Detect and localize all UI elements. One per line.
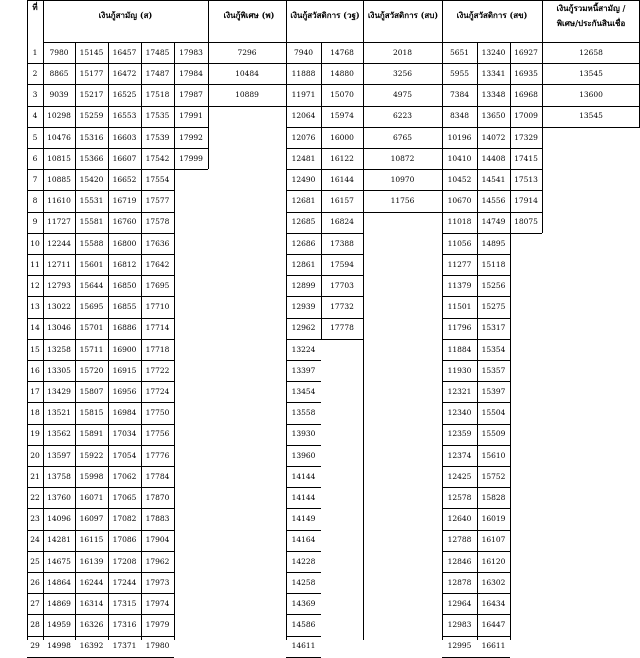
general-loan-value: 13521: [47, 408, 71, 418]
general-loan-value: 17973: [145, 577, 170, 587]
welfare-vs-value: 13397: [291, 365, 316, 375]
row-border: [174, 169, 208, 170]
welfare-sk-value: 16927: [514, 47, 538, 57]
welfare-sk-value: 12846: [447, 556, 472, 566]
welfare-vs-value: 17388: [330, 238, 354, 248]
general-loan-value: 16244: [79, 577, 104, 587]
general-loan-value: 17578: [145, 217, 170, 227]
general-loan-value: 17485: [145, 47, 170, 57]
general-loan-value: 17710: [145, 302, 170, 312]
welfare-vs-value: 16824: [330, 217, 354, 227]
welfare-vs-value: 17703: [330, 281, 354, 291]
welfare-sk-value: 14541: [481, 175, 506, 185]
general-loan-value: 16886: [112, 323, 137, 333]
welfare-sk-value: 10196: [447, 132, 472, 142]
general-loan-value: 17065: [112, 493, 137, 503]
welfare-sk-value: 15317: [481, 323, 506, 333]
general-loan-value: 16850: [112, 281, 137, 291]
welfare-sb-value: 6223: [392, 111, 413, 121]
row-number: 16: [30, 365, 40, 375]
welfare-sk-value: 15357: [481, 365, 506, 375]
row-number: 4: [32, 111, 38, 121]
combined-loan-value: 13545: [579, 69, 603, 79]
welfare-vs-value: 14228: [291, 556, 316, 566]
general-loan-value: 13758: [47, 471, 71, 481]
welfare-sk-value: 16968: [514, 90, 538, 100]
general-loan-value: 15581: [79, 217, 104, 227]
welfare-sk-value: 15118: [481, 259, 506, 269]
welfare-sk-value: 16447: [481, 620, 506, 630]
welfare-vs-value: 14586: [291, 620, 316, 630]
row-number: 9: [32, 217, 38, 227]
general-loan-value: 17724: [145, 387, 170, 397]
general-loan-value: 15588: [79, 238, 104, 248]
row-number: 20: [30, 450, 40, 460]
general-loan-value: 14675: [47, 556, 71, 566]
welfare-sk-value: 17415: [514, 153, 538, 163]
general-loan-value: 15998: [79, 471, 104, 481]
general-loan-value: 16115: [79, 535, 104, 545]
row-number: 8: [32, 196, 38, 206]
header-special-loan: เงินกู้พิเศษ (พ): [223, 10, 275, 20]
general-loan-value: 15259: [79, 111, 104, 121]
welfare-sb-value: 2018: [392, 47, 413, 57]
welfare-vs-value: 13224: [291, 344, 316, 354]
welfare-sk-value: 8348: [449, 111, 470, 121]
header-welfare-sb: เงินกู้สวัสดิการ (สบ): [367, 10, 439, 20]
header-welfare-sk: เงินกู้สวัสดิการ (สข): [456, 10, 528, 20]
header-combined-line1: เงินกู้รวมหนี้สามัญ /: [556, 3, 626, 13]
welfare-sk-value: 10452: [447, 175, 472, 185]
general-loan-value: 17086: [112, 535, 137, 545]
welfare-sk-value: 15275: [481, 302, 506, 312]
row-number: 12: [30, 281, 40, 291]
welfare-vs-value: 12899: [291, 281, 316, 291]
welfare-vs-value: 14258: [291, 577, 316, 587]
general-loan-value: 16984: [112, 408, 137, 418]
general-loan-value: 15145: [79, 47, 104, 57]
general-loan-value: 15531: [79, 196, 104, 206]
general-loan-value: 17722: [145, 365, 170, 375]
general-loan-value: 13429: [47, 387, 71, 397]
general-loan-value: 13046: [47, 323, 71, 333]
welfare-sk-value: 12995: [447, 641, 472, 651]
general-loan-value: 17371: [112, 641, 137, 651]
row-number: 7: [32, 175, 38, 185]
general-loan-value: 17542: [145, 153, 170, 163]
general-loan-value: 17904: [145, 535, 170, 545]
general-loan-value: 17883: [145, 514, 170, 524]
welfare-vs-value: 17778: [330, 323, 354, 333]
row-border: [208, 106, 286, 107]
row-number: 26: [30, 577, 40, 587]
general-loan-value: 17034: [112, 429, 137, 439]
welfare-sk-value: 14556: [481, 196, 506, 206]
general-loan-value: 16956: [112, 387, 137, 397]
general-loan-value: 15177: [79, 69, 104, 79]
general-loan-value: 14869: [47, 599, 71, 609]
general-loan-value: 16392: [79, 641, 104, 651]
welfare-sk-value: 16107: [481, 535, 506, 545]
welfare-sk-value: 17914: [514, 196, 538, 206]
welfare-vs-value: 15974: [330, 111, 354, 121]
welfare-sb-value: 6765: [392, 132, 413, 142]
welfare-vs-value: 16157: [330, 196, 354, 206]
welfare-sk-value: 11884: [447, 344, 472, 354]
welfare-sk-value: 12321: [447, 387, 472, 397]
general-loan-value: 15701: [79, 323, 104, 333]
welfare-sk-value: 12340: [447, 408, 472, 418]
general-loan-value: 17244: [112, 577, 137, 587]
general-loan-value: 16719: [112, 196, 137, 206]
welfare-sk-value: 12788: [447, 535, 472, 545]
general-loan-value: 11727: [47, 217, 71, 227]
general-loan-value: 17082: [112, 514, 137, 524]
welfare-sk-value: 15752: [481, 471, 506, 481]
welfare-sk-value: 13240: [481, 47, 506, 57]
welfare-sk-value: 16935: [514, 69, 538, 79]
welfare-vs-value: 17732: [330, 302, 354, 312]
special-loan-value: 10889: [235, 90, 259, 100]
general-loan-value: 16097: [79, 514, 104, 524]
general-loan-value: 16855: [112, 302, 137, 312]
row-number: 2: [32, 69, 38, 79]
welfare-vs-value: 12686: [291, 238, 316, 248]
welfare-sk-value: 17513: [514, 175, 538, 185]
welfare-vs-value: 17594: [330, 259, 354, 269]
general-loan-value: 16603: [112, 132, 137, 142]
welfare-sk-value: 10410: [447, 153, 472, 163]
general-loan-value: 13760: [47, 493, 71, 503]
general-loan-value: 17992: [179, 132, 203, 142]
general-loan-value: 17518: [145, 90, 170, 100]
general-loan-value: 13562: [47, 429, 71, 439]
welfare-sk-value: 13650: [481, 111, 506, 121]
welfare-vs-value: 12861: [291, 259, 316, 269]
general-loan-value: 17999: [179, 153, 203, 163]
general-loan-value: 17718: [145, 344, 170, 354]
general-loan-value: 17539: [145, 132, 170, 142]
general-loan-value: 17714: [145, 323, 170, 333]
welfare-sk-value: 15828: [481, 493, 506, 503]
general-loan-value: 17984: [179, 69, 203, 79]
general-loan-value: 14959: [47, 620, 71, 630]
row-number: 15: [30, 344, 40, 354]
welfare-vs-value: 12939: [291, 302, 316, 312]
header-welfare-vs: เงินกู้สวัสดิการ (วฐ): [290, 10, 360, 20]
welfare-vs-value: 16144: [330, 175, 354, 185]
row-border: [321, 339, 363, 340]
welfare-sk-value: 15397: [481, 387, 506, 397]
general-loan-value: 17983: [179, 47, 203, 57]
welfare-vs-value: 12685: [291, 217, 316, 227]
general-loan-value: 15891: [79, 429, 104, 439]
general-loan-value: 15815: [79, 408, 104, 418]
general-loan-value: 15420: [79, 175, 104, 185]
general-loan-value: 10298: [47, 111, 71, 121]
welfare-sk-value: 16434: [481, 599, 506, 609]
row-number: 28: [30, 620, 40, 630]
general-loan-value: 16472: [112, 69, 137, 79]
welfare-sb-value: 11756: [390, 196, 415, 206]
row-number: 6: [32, 153, 38, 163]
general-loan-value: 17577: [145, 196, 170, 206]
general-loan-value: 15316: [79, 132, 104, 142]
welfare-sk-value: 14895: [481, 238, 506, 248]
welfare-sk-value: 12425: [447, 471, 472, 481]
welfare-sk-value: 11018: [447, 217, 472, 227]
welfare-sb-value: 4975: [392, 90, 413, 100]
special-loan-value: 10484: [235, 69, 259, 79]
welfare-sk-value: 12878: [447, 577, 472, 587]
general-loan-value: 16900: [112, 344, 137, 354]
welfare-sk-value: 13348: [481, 90, 506, 100]
welfare-vs-value: 13960: [291, 450, 316, 460]
welfare-sk-value: 16611: [481, 641, 506, 651]
general-loan-value: 16525: [112, 90, 137, 100]
combined-loan-value: 12658: [579, 47, 603, 57]
general-loan-value: 17756: [145, 429, 170, 439]
general-loan-value: 15807: [79, 387, 104, 397]
welfare-sk-value: 11056: [447, 238, 472, 248]
general-loan-value: 17062: [112, 471, 137, 481]
row-number: 24: [30, 535, 40, 545]
welfare-sk-value: 16019: [481, 514, 506, 524]
table-top-border: [27, 0, 640, 1]
general-loan-value: 17208: [112, 556, 137, 566]
general-loan-value: 12711: [47, 259, 71, 269]
row-border: [510, 233, 542, 234]
welfare-vs-value: 12962: [291, 323, 316, 333]
welfare-sk-value: 14072: [481, 132, 506, 142]
welfare-vs-value: 14369: [291, 599, 316, 609]
general-loan-value: 15366: [79, 153, 104, 163]
welfare-sk-value: 5651: [449, 47, 470, 57]
general-loan-value: 10885: [47, 175, 71, 185]
general-loan-value: 17962: [145, 556, 170, 566]
general-loan-value: 13305: [47, 365, 71, 375]
welfare-vs-value: 14149: [291, 514, 316, 524]
welfare-sk-value: 11930: [447, 365, 472, 375]
general-loan-value: 17979: [145, 620, 170, 630]
welfare-sk-value: 14408: [481, 153, 506, 163]
row-number: 3: [32, 90, 38, 100]
general-loan-value: 7980: [49, 47, 69, 57]
general-loan-value: 16553: [112, 111, 137, 121]
general-loan-value: 17974: [145, 599, 170, 609]
welfare-sk-value: 16302: [481, 577, 506, 587]
general-loan-value: 17315: [112, 599, 137, 609]
welfare-vs-value: 15070: [330, 90, 354, 100]
general-loan-value: 14864: [47, 577, 71, 587]
general-loan-value: 17695: [145, 281, 170, 291]
row-number: 5: [32, 132, 38, 142]
welfare-sk-value: 12983: [447, 620, 472, 630]
general-loan-value: 17642: [145, 259, 170, 269]
general-loan-value: 17054: [112, 450, 137, 460]
general-loan-value: 16760: [112, 217, 137, 227]
header-no: ที่: [32, 2, 38, 12]
general-loan-value: 17776: [145, 450, 170, 460]
welfare-sk-value: 14749: [481, 217, 506, 227]
welfare-sk-value: 11379: [447, 281, 472, 291]
welfare-sk-value: 11796: [447, 323, 472, 333]
welfare-sb-value: 3256: [392, 69, 413, 79]
welfare-vs-value: 11971: [291, 90, 316, 100]
general-loan-value: 17554: [145, 175, 170, 185]
combined-loan-value: 13545: [579, 111, 603, 121]
general-loan-value: 13597: [47, 450, 71, 460]
general-loan-value: 14096: [47, 514, 71, 524]
general-loan-value: 9039: [49, 90, 69, 100]
welfare-vs-value: 14144: [291, 471, 316, 481]
general-loan-value: 14281: [47, 535, 71, 545]
welfare-sk-value: 16120: [481, 556, 506, 566]
general-loan-value: 13022: [47, 302, 71, 312]
general-loan-value: 16071: [79, 493, 104, 503]
general-loan-value: 15601: [79, 259, 104, 269]
general-loan-value: 17316: [112, 620, 137, 630]
welfare-sk-value: 12359: [447, 429, 472, 439]
general-loan-value: 15922: [79, 450, 104, 460]
general-loan-value: 13258: [47, 344, 71, 354]
welfare-vs-value: 13930: [291, 429, 316, 439]
welfare-sk-value: 7384: [449, 90, 470, 100]
row-number: 22: [30, 493, 40, 503]
welfare-sk-value: 12964: [447, 599, 472, 609]
row-number: 10: [30, 238, 40, 248]
general-loan-value: 10815: [47, 153, 71, 163]
general-loan-value: 15711: [79, 344, 104, 354]
welfare-sk-value: 11277: [447, 259, 472, 269]
special-loan-value: 7296: [237, 47, 257, 57]
general-loan-value: 15695: [79, 302, 104, 312]
general-loan-value: 17987: [179, 90, 203, 100]
row-number: 1: [32, 47, 38, 57]
welfare-sk-value: 15610: [481, 450, 506, 460]
row-number: 21: [30, 471, 40, 481]
general-loan-value: 17784: [145, 471, 170, 481]
welfare-vs-value: 7940: [293, 47, 314, 57]
general-loan-value: 12244: [47, 238, 71, 248]
welfare-sk-value: 15256: [481, 281, 506, 291]
welfare-sk-value: 18075: [514, 217, 538, 227]
welfare-sk-value: 12374: [447, 450, 472, 460]
row-number: 13: [30, 302, 40, 312]
general-loan-value: 15720: [79, 365, 104, 375]
welfare-vs-value: 12481: [291, 153, 316, 163]
general-loan-value: 10476: [47, 132, 71, 142]
row-number: 17: [30, 387, 40, 397]
welfare-vs-value: 14164: [291, 535, 316, 545]
general-loan-value: 16457: [112, 47, 137, 57]
welfare-sk-value: 15504: [481, 408, 506, 418]
row-number: 11: [30, 259, 40, 269]
general-loan-value: 16652: [112, 175, 137, 185]
general-loan-value: 16139: [79, 556, 104, 566]
combined-loan-value: 13600: [579, 90, 603, 100]
row-number: 29: [30, 641, 40, 651]
welfare-sb-value: 10970: [390, 175, 415, 185]
row-number: 23: [30, 514, 40, 524]
general-loan-value: 17636: [145, 238, 170, 248]
welfare-sk-value: 10670: [447, 196, 472, 206]
welfare-sk-value: 17009: [514, 111, 538, 121]
general-loan-value: 17535: [145, 111, 170, 121]
welfare-sk-value: 13341: [481, 69, 506, 79]
general-loan-value: 14998: [47, 641, 71, 651]
welfare-sk-value: 11501: [447, 302, 472, 312]
welfare-sb-value: 10872: [390, 153, 415, 163]
row-number: 19: [30, 429, 40, 439]
welfare-vs-value: 13558: [291, 408, 316, 418]
general-loan-value: 11610: [47, 196, 71, 206]
welfare-vs-value: 12064: [291, 111, 316, 121]
welfare-sk-value: 5955: [449, 69, 470, 79]
general-loan-value: 15644: [79, 281, 104, 291]
general-loan-value: 15217: [79, 90, 104, 100]
general-loan-value: 16326: [79, 620, 104, 630]
header-general-loan: เงินกู้สามัญ (ส): [98, 10, 153, 20]
welfare-vs-value: 13454: [291, 387, 316, 397]
row-number: 25: [30, 556, 40, 566]
row-number: 27: [30, 599, 40, 609]
welfare-sk-value: 15509: [481, 429, 506, 439]
general-loan-value: 17980: [145, 641, 170, 651]
general-loan-value: 17870: [145, 493, 170, 503]
welfare-vs-value: 14768: [330, 47, 354, 57]
welfare-vs-value: 12490: [291, 175, 316, 185]
welfare-sk-value: 17329: [514, 132, 538, 142]
general-loan-value: 8865: [49, 69, 69, 79]
welfare-vs-value: 16000: [330, 132, 354, 142]
welfare-sk-value: 15354: [481, 344, 506, 354]
general-loan-value: 12793: [47, 281, 71, 291]
welfare-vs-value: 12681: [291, 196, 316, 206]
welfare-vs-value: 12076: [291, 132, 316, 142]
header-combined-line2: พิเศษ/ประกันสินเชื่อ: [556, 18, 626, 28]
general-loan-value: 16812: [112, 259, 137, 269]
general-loan-value: 16607: [112, 153, 137, 163]
general-loan-value: 16314: [79, 599, 104, 609]
row-number: 18: [30, 408, 40, 418]
row-border: [363, 212, 442, 213]
general-loan-value: 16800: [112, 238, 137, 248]
welfare-vs-value: 14611: [291, 641, 316, 651]
row-border: [542, 127, 640, 128]
welfare-vs-value: 16122: [330, 153, 354, 163]
general-loan-value: 17991: [179, 111, 203, 121]
welfare-sk-value: 12640: [447, 514, 472, 524]
welfare-vs-value: 14144: [291, 493, 316, 503]
welfare-vs-value: 14880: [330, 69, 354, 79]
general-loan-value: 16915: [112, 365, 137, 375]
row-number: 14: [30, 323, 40, 333]
welfare-sk-value: 12578: [447, 493, 472, 503]
general-loan-value: 17750: [145, 408, 170, 418]
welfare-vs-value: 11888: [291, 69, 316, 79]
general-loan-value: 17487: [145, 69, 170, 79]
